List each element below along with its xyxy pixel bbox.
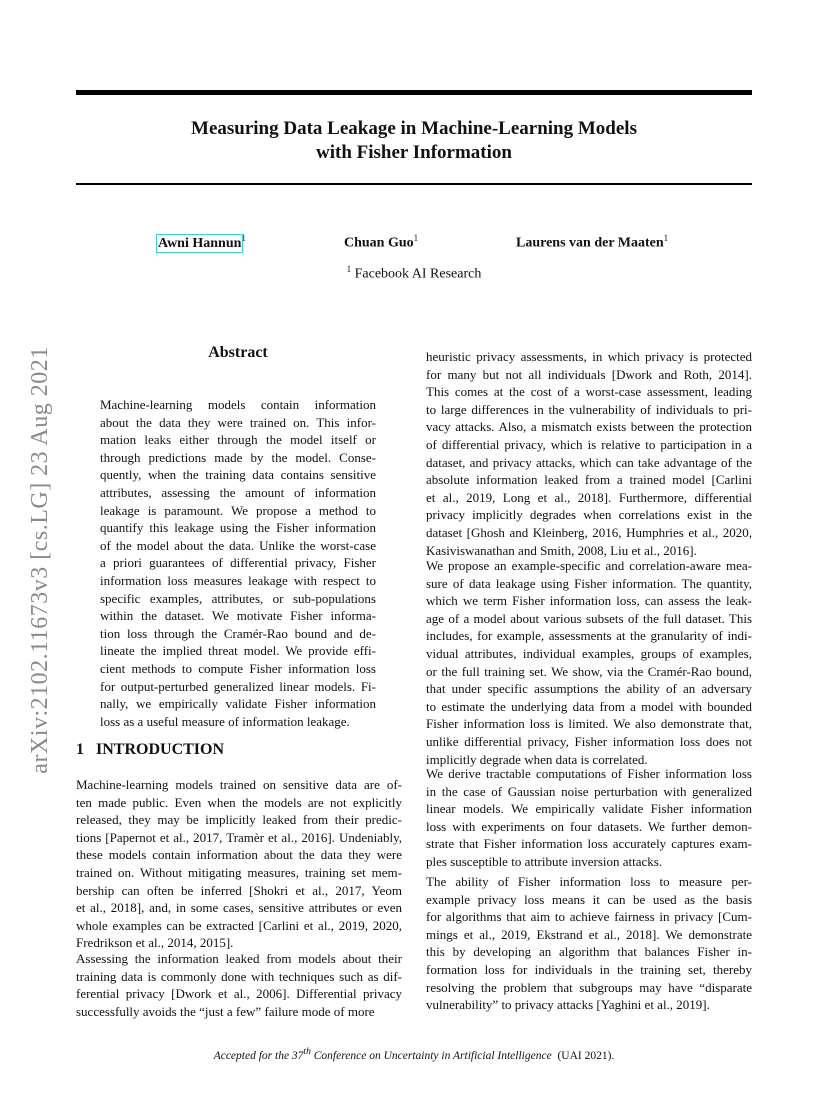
text-line: or the full training set. We show, via the Cramér-Rao bound, [426,663,752,679]
text-line: whole examples can be extracted [Carlini et al., 2019, 2020, [76,917,402,933]
affiliation-sup: 1 [346,264,352,274]
text-line: within the dataset. We motivate Fisher informa- [100,608,376,624]
text-line: We propose an example-specific and correlation-aware mea- [426,558,752,573]
text-line: that under specific assumptions the ability of an adversary [426,681,752,697]
text-line: loss with experiments on four datasets. We further demon- [426,818,752,834]
text-line: heuristic privacy assessments, in which privacy is protected [426,349,752,364]
author-1[interactable] [158,233,246,252]
text-line: strate that Fisher information loss accurately captures exam- [426,836,752,852]
text-line: et al., 2018], and, in some cases, sensitive attributes or even [76,900,402,916]
footer-prefix: Accepted for the 37 [213,1049,304,1062]
right-paragraph-1 [426,348,752,559]
text-line: a priori guarantees of differential privacy, Fisher [100,555,376,571]
text-line: ferential privacy [Dwork et al., 2006]. Differential privacy [76,986,402,1002]
author-1-name[interactable]: Awni Hannun [158,235,242,251]
text-line: mings et al., 2019, Ekstrand et al., 2018]. We demonstrate [426,926,752,942]
text-line: cient methods to compute Fisher information loss [100,660,376,676]
text-line: for many but not all individuals [Dwork and Roth, 2014]. [426,366,752,382]
section-number: 1 [76,741,84,758]
text-line: quently, when the training data contains sensitive [100,467,376,483]
section-heading [76,741,224,759]
author-2 [344,233,418,252]
text-line: ples susceptible to attribute inversion attacks. [426,853,663,869]
text-line: Fisher information loss is limited. We also demonstrate that, [426,716,752,732]
text-line: for algorithms that aim to achieve fairness in privacy [Cum- [426,909,752,925]
text-line: The ability of Fisher information loss to measure per- [426,874,752,889]
text-line: through predictions made by the model. Conse- [100,449,376,465]
section-title: INTRODUCTION [96,741,225,758]
text-line: Fredrikson et al., 2014, 2015]. [76,935,234,951]
author-3-sup: 1 [663,233,669,243]
arxiv-side-label: arXiv:2102.11673v3 [cs.LG] 23 Aug 2021 [27,346,53,774]
text-line: dataset [Ghosh and Kleinberg, 2016, Humphries et al., 2020, [426,524,752,540]
text-line: tions [Papernot et al., 2017, Tramèr et al., 2016]. Undeniably, [76,829,402,845]
abstract-body [100,396,376,730]
text-line: implicitly degrade when data is correlated. [426,751,648,767]
affiliation [0,264,828,283]
text-line: absolute information leaked from a trained model [Carlini [426,472,752,488]
text-line: Machine-learning models trained on sensitive data are of- [76,777,402,792]
title-line-1: Measuring Data Leakage in Machine-Learning Models [191,118,637,139]
text-line: We derive tractable computations of Fisher information loss [426,766,752,781]
intro-paragraph-2 [76,950,402,1020]
title-rule-top [76,90,752,95]
title-line-2: with Fisher Information [316,142,512,163]
text-line: these models contain information about the data they were [76,847,402,863]
text-line: vidual attributes, individual examples, groups of examples, [426,645,752,661]
text-line: unlike differential privacy, Fisher information loss does not [426,733,752,749]
text-line: example privacy loss means it can be used as the basis [426,891,752,907]
author-1-sup: 1 [241,233,246,243]
text-line: of the model about the data. Unlike the worst-case [100,537,376,553]
text-line: includes, for example, assessments at the granularity of indi- [426,628,752,644]
text-line: in the case of Gaussian noise perturbation with generalized [426,783,752,799]
text-line: of differential privacy, which is relative to participation in a [426,436,752,452]
text-line: ten made public. Even when the models are not explicitly [76,794,402,810]
text-line: successfully avoids the “just a few” failure mode of more [76,1003,375,1019]
footer-sup: th [303,1046,311,1057]
text-line: privacy implicitly degrades when correlations exist in the [426,507,752,523]
text-line: lineate the implied threat model. We provide effi- [100,643,376,659]
text-line: resolving the problem that subgroups may have “disparate [426,979,752,995]
footer-suffix: (UAI 2021). [557,1049,615,1062]
text-line: vacy attacks. Also, a mismatch exists between the protection [426,419,752,435]
text-line: trained on. Without mitigating measures, training set mem- [76,864,402,880]
text-line: This comes at the cost of a worst-case assessment, leading [426,384,752,400]
author-3-name: Laurens van der Maaten [516,235,664,251]
text-line: sure of data leakage using Fisher information. The quantity, [426,575,752,591]
text-line: for output-perturbed generalized linear models. Fi- [100,678,376,694]
text-line: specific examples, attributes, or sub-populations [100,590,376,606]
right-paragraph-2 [426,557,752,768]
text-line: Kasiviswanathan and Smith, 2008, Liu et al., 2016]. [426,542,697,558]
footer-note [0,1046,828,1062]
author-2-name: Chuan Guo [344,235,414,251]
abstract-heading: Abstract [208,344,268,361]
text-line: age of a model about various subsets of the full dataset. This [426,610,752,626]
text-line: training data is commonly done with techniques such as dif- [76,968,402,984]
text-line: about the data they were trained on. This infor- [100,414,376,430]
text-line: to estimate the underlying data from a model with bounded [426,698,752,714]
footer-middle: Conference on Uncertainty in Artificial Intelligence [310,1049,552,1062]
text-line: Assessing the information leaked from models about their [76,951,402,966]
text-line: attributes, assessing the amount of information [100,484,376,500]
text-line: leakage is paramount. We propose a method to [100,502,376,518]
title-rule-bottom [76,183,752,185]
text-line: tion loss through the Cramér-Rao bound and de- [100,625,376,641]
text-line: bership can often be inferred [Shokri et al., 2017, Yeom [76,882,402,898]
text-line: loss as a useful measure of information leakage. [100,713,350,729]
affiliation-text: Facebook AI Research [354,266,482,282]
text-line: to large differences in the vulnerability of individuals to pri- [426,401,752,417]
text-line: et al., 2019, Long et al., 2018]. Furthermore, differential [426,489,752,505]
text-line: which we term Fisher information loss, can assess the leak- [426,593,752,609]
text-line: mation leaks either through the model itself or [100,432,376,448]
right-paragraph-4 [426,873,752,1014]
author-3 [516,233,668,252]
text-line: quantify this leakage using the Fisher information [100,520,376,536]
text-line: released, they may be implicitly leaked from their predic- [76,812,402,828]
text-line: this by developing an algorithm that balances Fisher in- [426,944,752,960]
text-line: nally, we empirically validate Fisher information [100,696,376,712]
text-line: vulnerability” to privacy attacks [Yaghini et al., 2019]. [426,997,710,1013]
text-line: Machine-learning models contain information [100,397,376,412]
author-2-sup: 1 [413,233,419,243]
text-line: linear models. We empirically validate Fisher information [426,801,752,817]
intro-paragraph-1 [76,776,402,952]
text-line: information loss measures leakage with respect to [100,572,376,588]
right-paragraph-3 [426,765,752,871]
text-line: formation loss for individuals in the training set, thereby [426,961,752,977]
paper-title [76,117,752,165]
text-line: dataset, and privacy attacks, which can take advantage of the [426,454,752,470]
